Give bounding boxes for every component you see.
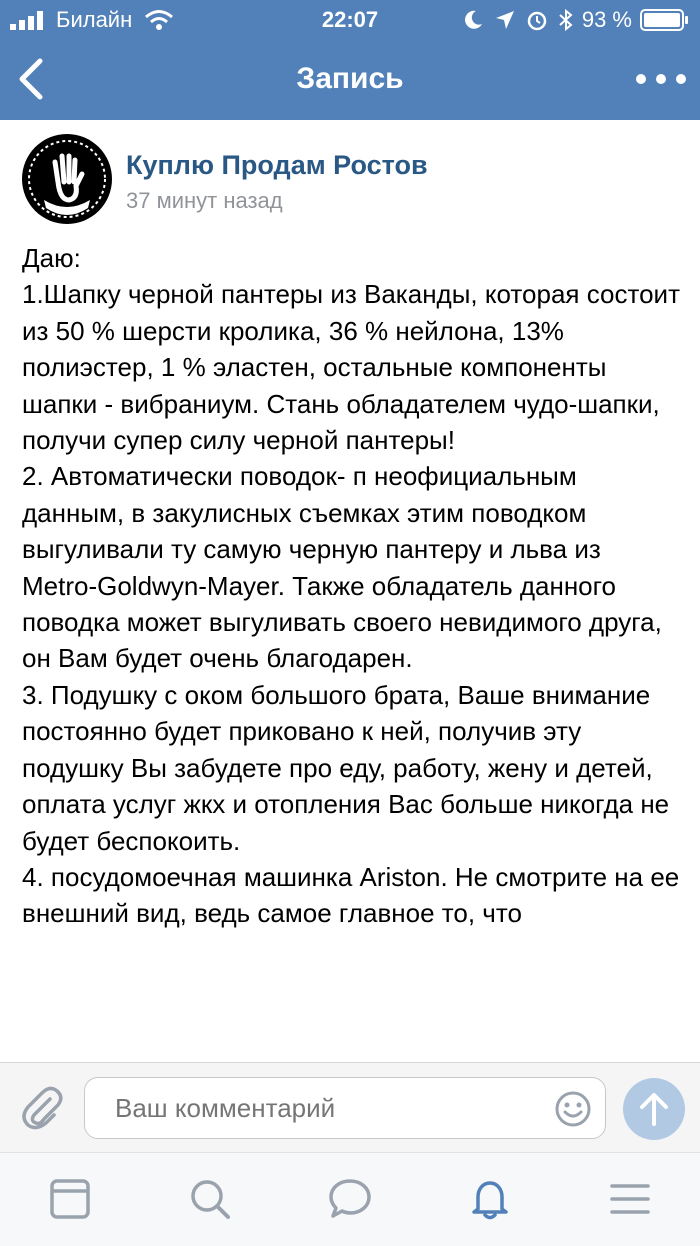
- messages-icon[interactable]: [328, 1177, 372, 1221]
- comment-bar: [0, 1062, 700, 1153]
- moon-icon: [462, 9, 484, 31]
- battery-percent: 93 %: [581, 7, 632, 32]
- battery-icon: [640, 8, 690, 32]
- it-works-logo-icon: [22, 134, 112, 224]
- news-icon[interactable]: [48, 1177, 92, 1221]
- status-right: [462, 7, 690, 33]
- post-header: [22, 134, 682, 224]
- menu-icon[interactable]: [608, 1177, 652, 1221]
- location-arrow-icon: [494, 9, 516, 31]
- notifications-icon[interactable]: [468, 1177, 512, 1221]
- smile-icon[interactable]: [554, 1090, 592, 1128]
- search-icon[interactable]: [188, 1177, 232, 1221]
- comment-input[interactable]: [84, 1077, 606, 1139]
- send-arrow-icon: [623, 1078, 685, 1140]
- more-icon[interactable]: [634, 66, 688, 92]
- bluetooth-icon: [558, 9, 574, 31]
- carrier-label: Билайн: [56, 7, 133, 32]
- page-title: Запись: [296, 62, 404, 95]
- paperclip-icon[interactable]: [20, 1085, 64, 1131]
- status-time: 22:07: [321, 7, 379, 32]
- group-avatar[interactable]: [22, 134, 112, 224]
- post-timestamp: 37 минут назад: [126, 188, 283, 213]
- tab-bar: [0, 1152, 700, 1246]
- status-bar: [0, 0, 700, 40]
- nav-bar: [0, 40, 700, 120]
- alarm-icon: [526, 9, 548, 31]
- group-name-link[interactable]: Куплю Продам Ростов: [126, 150, 428, 180]
- send-button[interactable]: [623, 1078, 685, 1140]
- post-body-text: Даю: 1.Шапку черной пантеры из Ваканды, которая состоит из 50 % шерсти кролика, 36 % нейлона, 13% полиэстер, 1 % эластен, остальные компоненты шапки - вибраниум. Стань обладателем чудо-шапки, получи супер силу черной пантеры! 2. Автоматически поводок- п неофициальным данным, в закулисных съемках этим поводком выгуливали ту самую черную пантеру и льва из Metro-Goldwyn-Mayer. Также обладатель данного поводка может выгуливать своего невидимого друга, он Вам будет очень благодарен. 3. Подушку с оком большого брата, Ваше внимание постоянно будет приковано к ней, получив эту подушку Вы забудете про еду, работу, жену и детей, оплата услуг жкх и отопления Вас больше никогда не будет беспокоить. 4. посудомоечная машинка Ariston. Не смотрите на ее внешний вид, ведь самое главное то, что: [22, 243, 680, 929]
